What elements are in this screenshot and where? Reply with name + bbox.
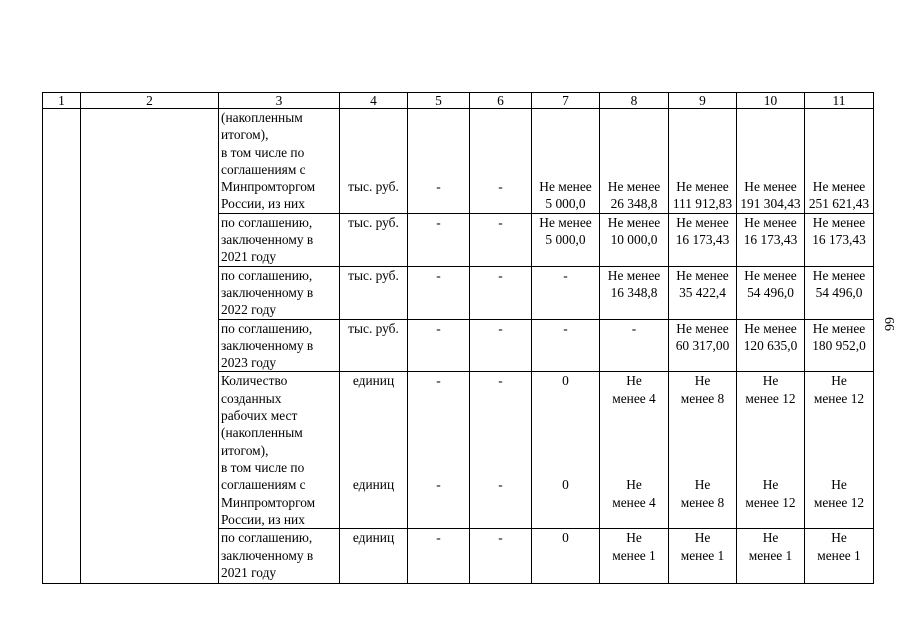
unit-cell [340,213,408,266]
value: Не менее 4 Не менее 4 [612,373,656,510]
value-cell [669,213,737,266]
unit-cell [340,319,408,372]
indicator-name-cell [219,319,340,372]
value-cell [669,109,737,214]
value: Не менее 8 Не менее 8 [680,373,725,510]
header-cell-2: 2 [81,93,219,109]
value: Не менее 10 000,0 [607,214,661,248]
unit: тыс. руб. [348,214,399,230]
value: Не менее 16 173,43 [812,214,866,248]
unit: тыс. руб. [348,267,399,283]
unit: тыс. руб. [348,179,399,195]
value: Не менее 54 496,0 [812,267,866,300]
value-cell [669,529,737,584]
value-cell [600,213,669,266]
value-cell [532,319,600,372]
header-cell-9: 9 [669,93,737,109]
value: - [498,530,503,546]
value-cell [470,529,532,584]
value-cell [805,266,874,319]
value-cell [470,109,532,214]
value: - [498,267,503,283]
value: Не менее 111 912,83 [672,179,733,212]
value: - [498,214,503,230]
unit-cell [340,266,408,319]
column-2-cell [81,109,219,584]
value-cell [805,213,874,266]
value-cell [470,319,532,372]
value-cell [805,319,874,372]
value: - [436,320,441,336]
value-cell [737,372,805,529]
value-cell [600,372,669,529]
value: Не менее 251 621,43 [808,179,870,212]
indicator-name: по соглашению, заключенному в 2021 году [221,530,314,581]
page-number: 66 [881,317,896,331]
value-cell [600,529,669,584]
value: - - [436,373,441,493]
value: Не менее 60 317,00 [675,320,730,353]
indicator-name-cell [219,213,340,266]
value: Не менее 180 952,0 [812,320,866,353]
value-cell [805,372,874,529]
value-cell [805,529,874,584]
indicator-name: по соглашению, заключенному в 2021 году [221,214,314,265]
value-cell [532,213,600,266]
value-cell [470,213,532,266]
value-cell [737,266,805,319]
unit-cell [340,372,408,529]
value-cell [532,266,600,319]
value-cell [737,319,805,372]
value-cell [805,109,874,214]
value-cell [669,372,737,529]
value-cell [669,319,737,372]
header-cell-8: 8 [600,93,669,109]
header-cell-5: 5 [408,93,470,109]
value-cell [408,266,470,319]
unit-cell [340,529,408,584]
value: Не менее 1 [612,530,656,563]
value-cell [408,529,470,584]
value: Не менее 191 304,43 [740,179,801,212]
indicator-name-cell [219,372,340,529]
value: 0 0 [562,373,569,493]
header-cell-3: 3 [219,93,340,109]
value: - - [498,373,503,493]
value-cell [532,109,600,214]
value: - [436,530,441,546]
table-row [43,109,874,214]
value: - [498,179,503,195]
unit: единиц единиц [352,373,395,493]
value-cell [408,372,470,529]
value-cell [408,319,470,372]
value: 0 [562,530,569,546]
value: Не менее 5 000,0 [539,179,592,212]
value-cell [408,213,470,266]
value: Не менее 54 496,0 [744,267,797,300]
value: Не менее 16 173,43 [675,214,730,248]
value: Не менее 26 348,8 [607,179,661,212]
value-cell [669,266,737,319]
header-cell-4: 4 [340,93,408,109]
value: Не менее 16 348,8 [607,267,661,300]
value: Не менее 1 [680,530,725,563]
indicator-name: (накопленным итогом), в том числе по соглашениям с Минпромторгом России, из них [221,110,316,212]
indicator-name-cell [219,529,340,584]
unit: тыс. руб. [348,320,399,336]
header-cell-6: 6 [470,93,532,109]
header-cell-1: 1 [43,93,81,109]
value-cell [532,529,600,584]
value-cell [408,109,470,214]
indicators-table [42,92,874,584]
value: - [631,320,637,336]
value-cell [470,266,532,319]
value-cell [737,213,805,266]
indicator-name: Количество созданных рабочих мест (накопленным итогом), в том числе по соглашениям с Минпромторгом России, из них [221,373,316,527]
header-cell-7: 7 [532,93,600,109]
header-cell-10: 10 [737,93,805,109]
value-cell [600,266,669,319]
value: - [436,267,441,283]
value-cell [532,372,600,529]
unit-cell [340,109,408,214]
header-cell-11: 11 [805,93,874,109]
value: Не менее 12 Не менее 12 [745,373,796,510]
indicator-name: по соглашению, заключенному в 2023 году [221,320,314,371]
value: Не менее 16 173,43 [743,214,798,248]
indicator-name-cell [219,109,340,214]
value-cell [737,109,805,214]
value: Не менее 120 635,0 [743,320,798,353]
value-cell [600,319,669,372]
value: Не менее 1 [748,530,793,563]
value: Не менее 35 422,4 [676,267,729,300]
header-row [43,93,874,109]
value: Не менее 1 [817,530,861,563]
value: - [436,214,441,230]
column-1-cell [43,109,81,584]
value: - [563,320,568,336]
value-cell [470,372,532,529]
value: - [563,267,568,283]
value: Не менее 5 000,0 [539,214,592,248]
value: Не менее 12 Не менее 12 [813,373,865,510]
indicator-name: по соглашению, заключенному в 2022 году [221,267,314,318]
value-cell [737,529,805,584]
value: - [436,179,441,195]
unit: единиц [352,530,395,546]
value-cell [600,109,669,214]
value: - [498,320,503,336]
indicator-name-cell [219,266,340,319]
